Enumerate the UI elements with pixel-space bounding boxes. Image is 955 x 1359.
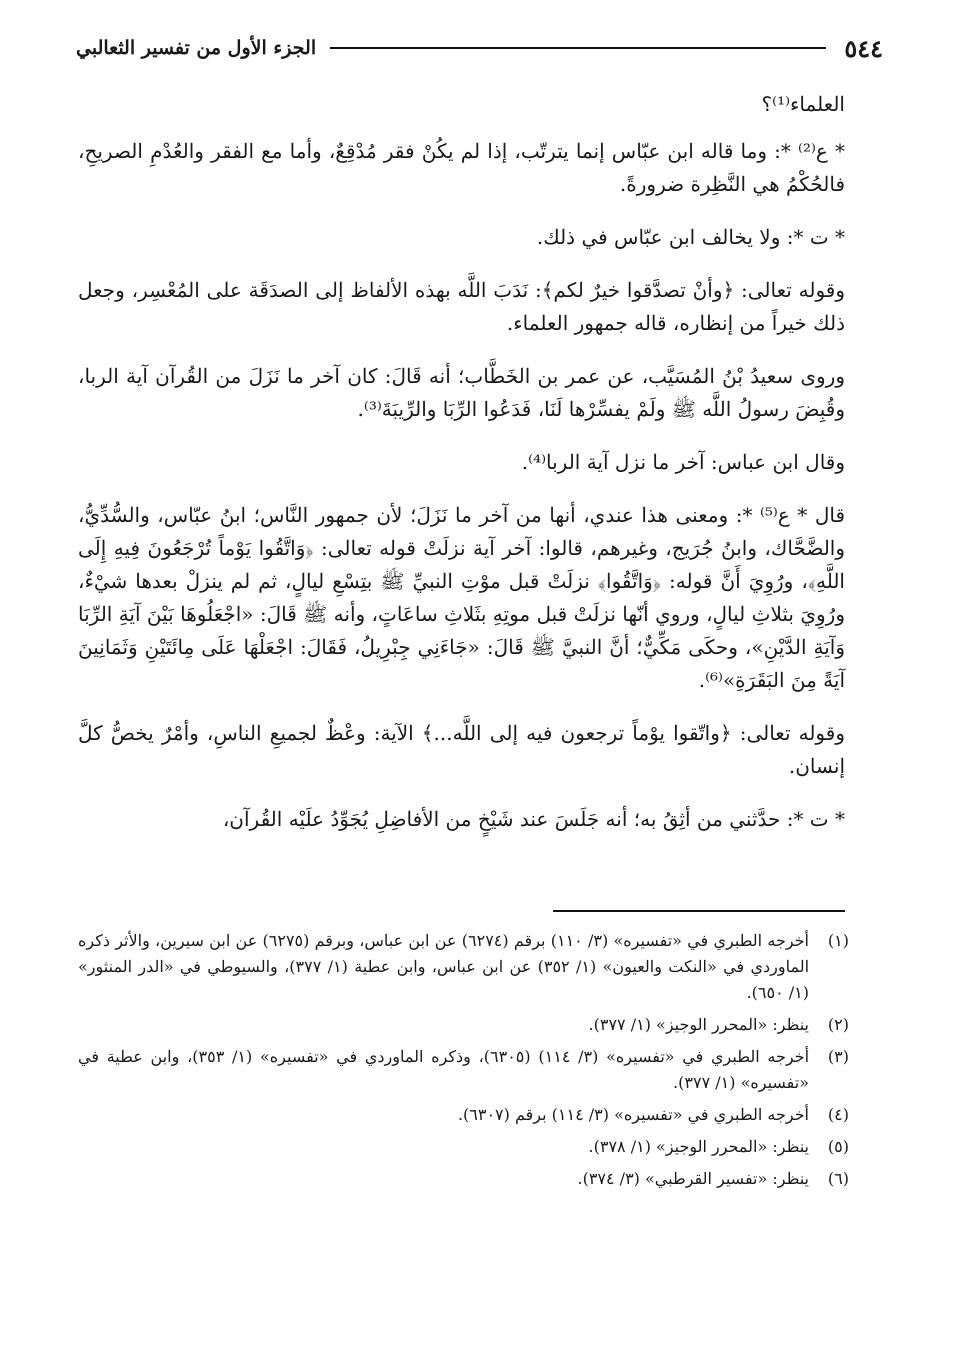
footnote-item (78, 1012, 849, 1038)
footnote-text: أخرجه الطبري في «تفسيره» (٣/ ١١٤) برقم (٦٣٠٧). (457, 1105, 809, 1124)
header-rule (330, 47, 826, 49)
footnote-item (78, 1134, 849, 1160)
footnote-number: (١) (827, 931, 849, 950)
footnote-number: (٣) (827, 1047, 849, 1066)
paragraph: * ت *: حدَّثني من أثِقُ به؛ أنه جَلَسَ عند شَيْخٍ من الأفاضِلِ يُجَوِّدُ علَيْه القُرآن، (222, 807, 845, 831)
paragraph: وقوله تعالى: ﴿وأنْ تصدَّقوا خيرٌ لكم﴾: نَدَبَ اللَّه بهذه الألفاظ إلى الصدَقَة على المُعْسِر، وجعل ذلك خيراً من إنظاره، قاله جمهور العلماء. (78, 278, 845, 335)
paragraph: * ت *: ولا يخالف ابن عبّاس في ذلك. (536, 225, 845, 249)
footnote-item (78, 1044, 849, 1096)
footnote-text: ينظر: «تفسير القرطبي» (٣/ ٣٧٤). (577, 1169, 809, 1188)
footnote-number: (٥) (827, 1137, 849, 1156)
paragraph: * ع⁽²⁾ *: وما قاله ابن عبّاس إنما يترتّب، إذا لم يكُنْ فقر مُدْقِعٌ، وأما مع الفقر والعُدْمِ الصريحِ، فالحُكْمُ هي النَّظِرة ضرورةً. (78, 139, 845, 196)
paragraph: وروى سعيدُ بْنُ المُسَيَّب، عن عمر بن الخَطَّاب؛ أنه قَالَ: كان آخر ما نَزَلَ من القُرآن آية الربا، وقُبِضَ رسولُ اللَّه ﷺ ولَمْ يفسِّرْها لَنَا، فَدَعُوا الرِّبَا والرِّيبَةَ⁽³⁾. (78, 364, 845, 421)
paragraph: قال * ع⁽⁵⁾ *: ومعنى هذا عندي، أنها من آخر ما نَزَلَ؛ لأن جمهور النَّاس؛ ابنُ عبّاس، والسُّدِّيُّ، والضَّحَّاك، وابنُ جُرَيج، وغيرهم، قالوا: آخر آية نزلَتْ قوله تعالى: ﴿وَاتَّقُوا يَوْماً تُرْجَعُونَ فِيهِ إِلَى اللَّهِ﴾، ورُوِيَ أَنَّ قوله: ﴿وَاتَّقُوا﴾ نزلَتْ قبل موْتِ النبيِّ ﷺ بتِسْعِ ليالٍ، ثم لم ينزلْ بعدها شيْءٌ، ورُوِيَ بثلاثِ ليالٍ، وروي أنّها نزلَتْ قبل موتِهِ بثَلاثِ ساعَاتٍ، وأنه ﷺ قَالَ: «اجْعَلُوهَا بَيْنَ آيَةِ الرِّبَا وَآيَةِ الدَّيْنِ»، وحكَى مَكِّيٌّ؛ أنَّ النبيَّ ﷺ قَالَ: «جَاءَنِي جِبْرِيلُ، فَقَالَ: اجْعَلْهَا عَلَى مِائَتَيْنِ وَثَمَانِينَ آيَةً مِنَ البَقَرَةِ»⁽⁶⁾. (78, 503, 846, 692)
paragraph: وقوله تعالى: ﴿واتّقوا يوْماً ترجعون فيه إلى اللَّه...﴾ الآية: وعْظٌ لجميعِ الناسِ، وأمْرٌ يخصُّ كلَّ إنسان. (78, 721, 845, 778)
footnote-text: ينظر: «المحرر الوجيز» (١/ ٣٧٨). (588, 1137, 809, 1156)
footnote-item (78, 1102, 849, 1128)
footnote-number: (٤) (827, 1105, 849, 1124)
running-title: الجزء الأول من تفسير الثعالبي (76, 37, 317, 59)
footnote-item (78, 1166, 849, 1192)
page-number: ٥٤٤ (844, 33, 883, 63)
footnote-text: ينظر: «المحرر الوجيز» (١/ ٣٧٧). (588, 1015, 809, 1034)
footnote-number: (٦) (827, 1169, 849, 1188)
footnote-text: أخرجه الطبري في «تفسيره» (٣/ ١١٤) (٦٣٠٥)، وذكره الماوردي في «تفسيره» (١/ ٣٥٣)، وابن عطية في «تفسيره» (١/ ٣٧٧). (78, 1047, 810, 1092)
footnotes (78, 928, 849, 1198)
footnote-separator (553, 910, 845, 912)
footnote-text: أخرجه الطبري في «تفسيره» (٣/ ١١٠) برقم (٦٢٧٤) عن ابن عباس، وبرقم (٦٢٧٥) عن ابن سيرين، والأثر ذكره الماوردي في «النكت والعيون» (١/ ٣٥٢) عن ابن عباس، وابن عطية (١/ ٣٧٧)، والسيوطي في «الدر المنثور» (١/ ٦٥٠). (78, 931, 810, 1002)
paragraph: وقال ابن عباس: آخر ما نزل آية الربا⁽⁴⁾. (521, 450, 845, 474)
main-text (78, 88, 845, 856)
paragraph: العلماء⁽¹⁾؟ (761, 92, 845, 116)
page-header (76, 28, 883, 68)
footnote-number: (٢) (827, 1015, 849, 1034)
footnote-item (78, 928, 849, 1006)
